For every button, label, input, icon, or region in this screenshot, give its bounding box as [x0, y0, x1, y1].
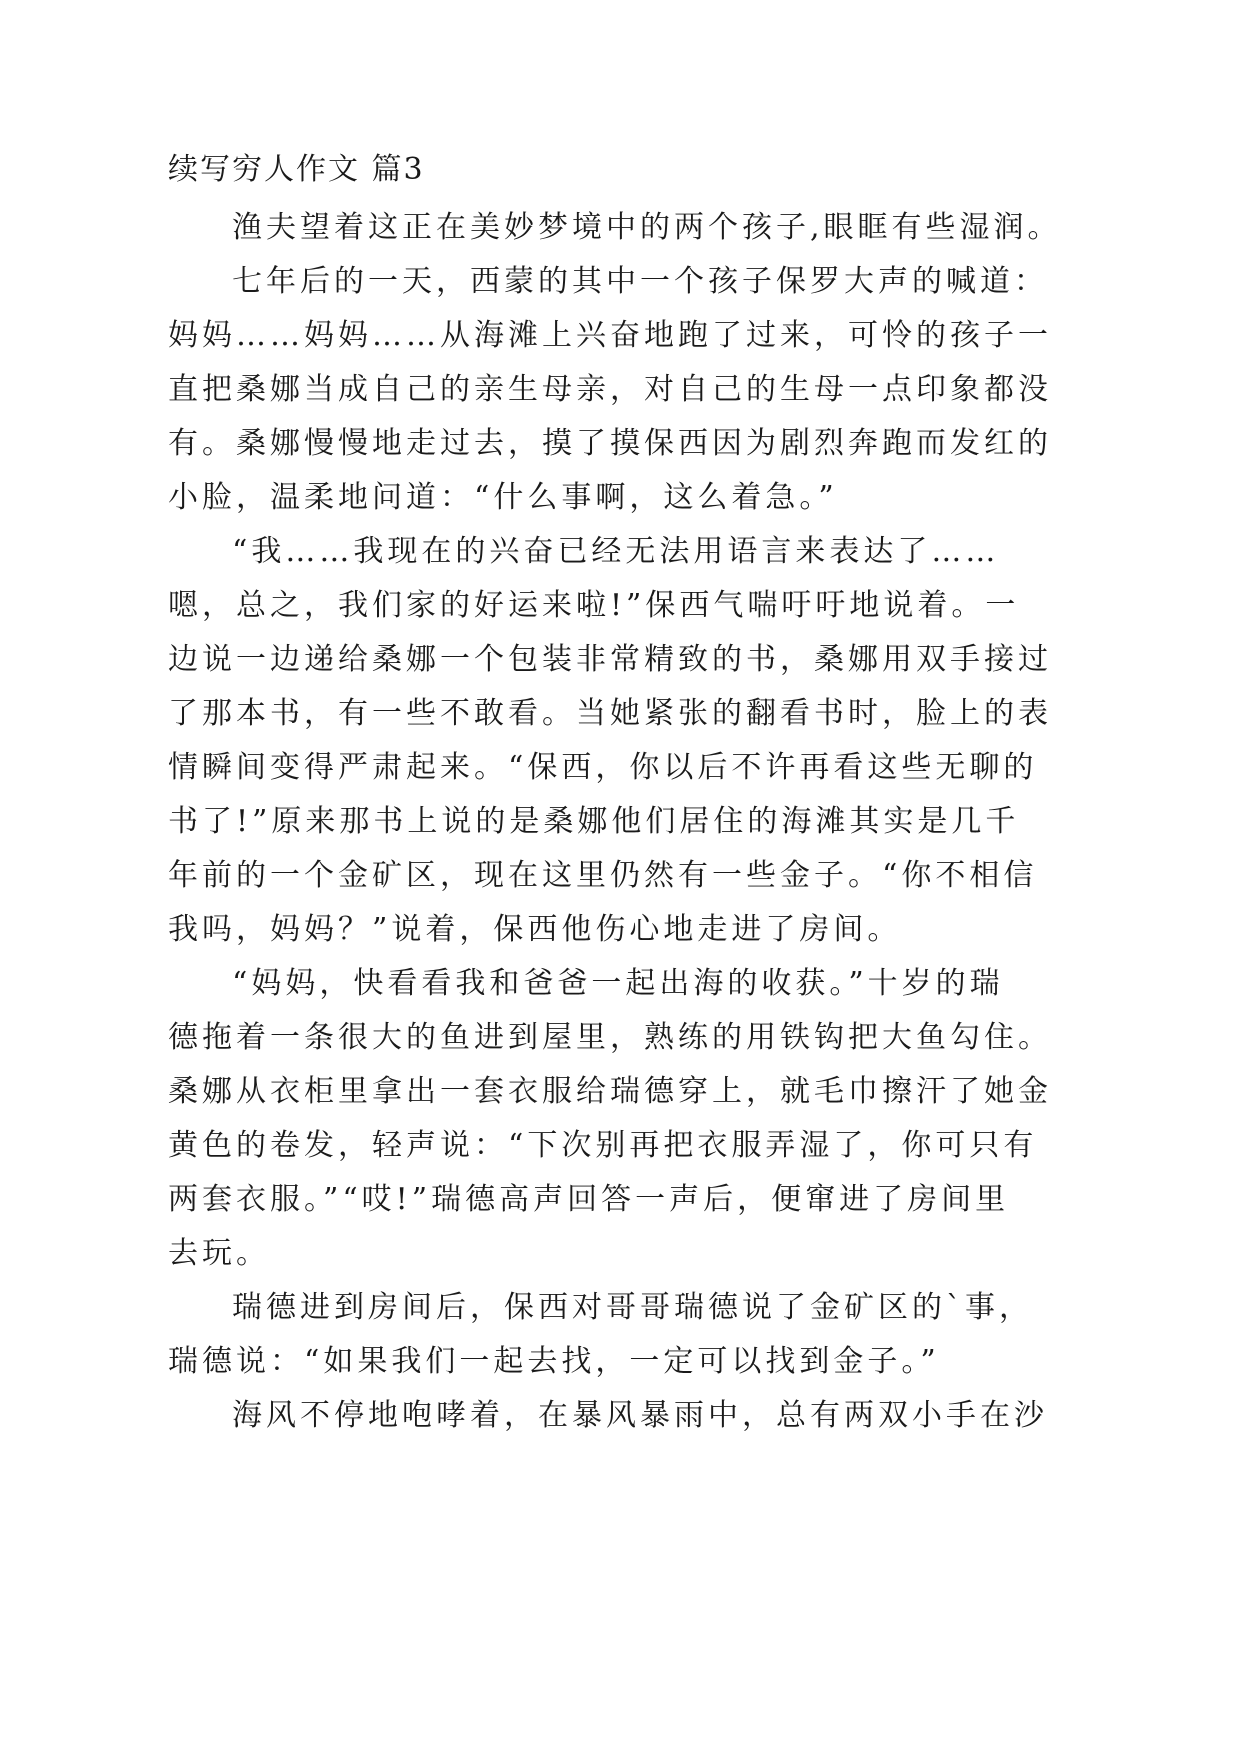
text-line: 去玩。: [168, 1236, 270, 1271]
text-line: 两套衣服。”“哎!”瑞德高声回答一声后，便窜进了房间里: [168, 1182, 1010, 1217]
text-line: 情瞬间变得严肃起来。“保西，你以后不许再看这些无聊的: [168, 750, 1038, 785]
text-line: 我吗，妈妈？”说着，保西他伤心地走进了房间。: [168, 912, 902, 947]
document-title: 续写穷人作文 篇3: [168, 152, 425, 187]
text-line: 德拖着一条很大的鱼进到屋里，熟练的用铁钩把大鱼勾住。: [168, 1020, 1052, 1055]
text-line: 海风不停地咆哮着，在暴风暴雨中，总有两双小手在沙: [232, 1398, 1048, 1433]
text-line: 小脸，温柔地问道：“什么事啊，这么着急。”: [168, 480, 838, 515]
text-line: 有。桑娜慢慢地走过去，摸了摸保西因为剧烈奔跑而发红的: [168, 426, 1052, 461]
text-line: 了那本书，有一些不敢看。当她紧张的翻看书时，脸上的表: [168, 696, 1052, 731]
text-line: “我……我现在的兴奋已经无法用语言来表达了……: [232, 534, 1000, 569]
text-line: 渔夫望着这正在美妙梦境中的两个孩子,眼眶有些湿润。: [232, 210, 1062, 245]
text-line: 瑞德进到房间后，保西对哥哥瑞德说了金矿区的`事，: [232, 1290, 1033, 1325]
text-line: 桑娜从衣柜里拿出一套衣服给瑞德穿上，就毛巾擦汗了她金: [168, 1074, 1052, 1109]
text-line: 书了!”原来那书上说的是桑娜他们居住的海滩其实是几千: [168, 804, 1020, 839]
text-line: “妈妈，快看看我和爸爸一起出海的收获。”十岁的瑞: [232, 966, 1004, 1001]
text-line: 七年后的一天，西蒙的其中一个孩子保罗大声的喊道：: [232, 264, 1048, 299]
text-line: 边说一边递给桑娜一个包装非常精致的书，桑娜用双手接过: [168, 642, 1052, 677]
text-line: 嗯，总之，我们家的好运来啦!”保西气喘吁吁地说着。一: [168, 588, 1020, 623]
text-line: 年前的一个金矿区，现在这里仍然有一些金子。“你不相信: [168, 858, 1038, 893]
text-line: 直把桑娜当成自己的亲生母亲，对自己的生母一点印象都没: [168, 372, 1052, 407]
text-line: 妈妈……妈妈……从海滩上兴奋地跑了过来，可怜的孩子一: [168, 318, 1052, 353]
text-line: 黄色的卷发，轻声说：“下次别再把衣服弄湿了，你可只有: [168, 1128, 1038, 1163]
text-line: 瑞德说：“如果我们一起去找，一定可以找到金子。”: [168, 1344, 940, 1379]
